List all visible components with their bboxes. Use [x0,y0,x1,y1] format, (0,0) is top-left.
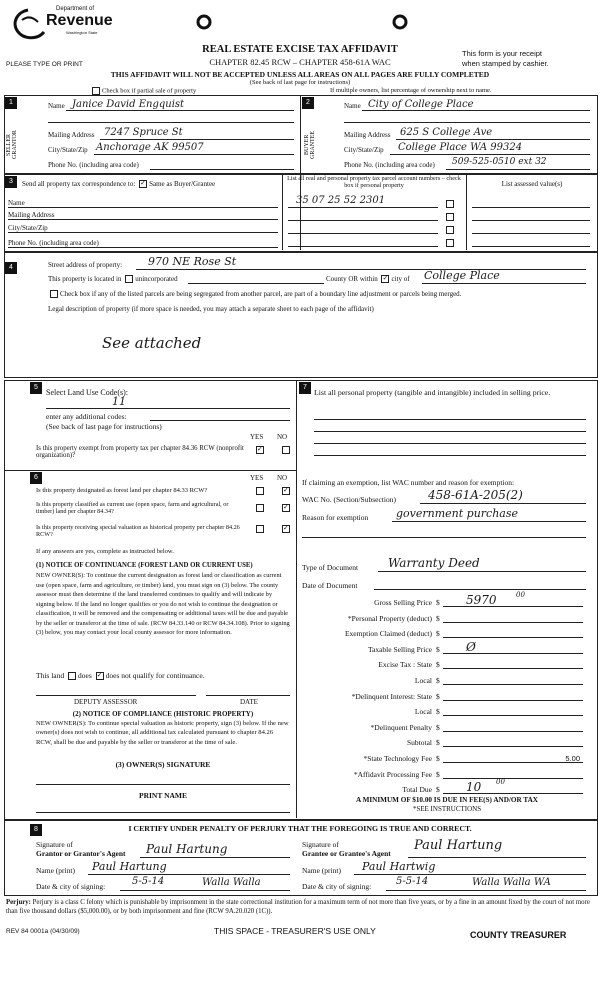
sec3-name-label: Name [8,199,25,207]
form-number: REV 84 0001a (04/30/09) [6,928,80,935]
city-of-name[interactable]: College Place [424,269,500,282]
land-use-label: Select Land Use Code(s): [46,388,128,397]
wac-number[interactable]: 458-61A-205(2) [428,488,523,502]
dollar-sign: $ [436,691,440,701]
print-name-label: PRINT NAME [139,791,187,800]
partial-sale-checkbox[interactable] [92,87,100,95]
grantor-mail-label: Mailing Address [48,131,95,139]
grantor-sign-date[interactable]: 5-5-14 [132,876,165,887]
grantee-agent-label: Grantee or Grantee's Agent [302,849,391,858]
grantee-city-state-zip[interactable]: College Place WA 99324 [398,142,523,153]
grantee-date-city-label: Date & city of signing: [302,882,372,891]
dollar-sign: $ [436,613,440,623]
dollar-sign: $ [436,644,440,654]
land-use-see-back: (See back of last page for instructions) [46,422,162,431]
section-5-badge: 5 [30,382,42,394]
grantee-mailing-address[interactable]: 625 S College Ave [400,127,493,138]
legal-description[interactable]: See attached [102,334,202,352]
grantor-phone-label: Phone No. (including area code) [48,161,139,169]
see-instructions: *SEE INSTRUCTIONS [412,805,482,813]
logo-name: Revenue [46,12,113,29]
completion-warning: THIS AFFIDAVIT WILL NOT BE ACCEPTED UNLESS ALL AREAS ON ALL PAGES ARE FULLY COMPLETED [110,70,490,79]
grantor-city-label: City/State/Zip [48,146,88,154]
fee-row-label: Local [414,707,432,717]
send-correspondence-label: Send all property tax correspondence to: ✓ Same as Buyer/Grantee [22,180,215,188]
personal-property-label: List all personal property (tangible and intangible) included in selling price. [314,388,551,397]
legal-description-label: Legal description of property (if more space is needed, you may attach a separate sheet to each page of the affidavit) [48,305,374,313]
personal-property-checkbox[interactable] [446,239,454,247]
forest-land-question: Is this property designated as forest land per chapter 84.33 RCW? [36,487,208,494]
personal-property-checkbox[interactable] [446,226,454,234]
exempt-yes-checkbox[interactable] [256,446,264,454]
fee-row-label: Local [414,676,432,685]
grantor-name-label: Name [48,102,65,110]
grantor-signature[interactable]: Paul Hartung [146,842,228,856]
property-location-row: This property is located in unincorporated [48,275,178,283]
assessor-date-label: DATE [240,698,258,706]
sec3-phone-label: Phone No. (including area code) [8,239,99,247]
no-header: NO [277,433,288,441]
historic-no-checkbox[interactable] [282,525,290,533]
treasurer-use-note: THIS SPACE - TREASURER'S USE ONLY [214,926,376,936]
land-use-code[interactable]: 11 [112,395,126,408]
fee-row-value[interactable]: Ø [466,639,476,654]
multiple-owners-note: If multiple owners, list percentage of ownership next to name. [330,87,492,94]
current-use-no-checkbox[interactable] [282,504,290,512]
grantor-sig-label: Signature of [36,840,73,849]
fee-row-value[interactable]: 5.00 [565,754,580,763]
grantee-sign-date[interactable]: 5-5-14 [396,876,429,887]
fee-row-label: Excise Tax : State [378,660,432,670]
minimum-fee-note: A MINIMUM OF $10.00 IS DUE IN FEE(S) AND/OR TAX [356,796,538,804]
grantor-print-label: Name (print) [36,866,75,875]
notice-continuance-title: (1) NOTICE OF CONTINUANCE (FOREST LAND OR CURRENT USE) [36,562,253,569]
same-as-grantee-checkbox[interactable] [139,180,147,188]
grantee-print-label: Name (print) [302,866,341,875]
personal-property-checkbox[interactable] [446,213,454,221]
fee-row-label: *State Technology Fee [363,754,432,763]
additional-codes-label: enter any additional codes: [46,412,127,421]
does-checkbox[interactable] [68,672,76,680]
punch-hole-icon [392,14,408,30]
yes-header-6: YES [250,474,264,482]
sec3-mail-label: Mailing Address [8,211,55,219]
grantor-date-city-label: Date & city of signing: [36,882,106,891]
grantor-name[interactable]: Janice David Engquist [72,99,185,110]
county-treasurer-stamp: COUNTY TREASURER [470,930,567,940]
city-of-checkbox[interactable] [381,275,389,283]
certify-statement: I CERTIFY UNDER PENALTY OF PERJURY THAT THE FOREGOING IS TRUE AND CORRECT. [128,824,472,833]
segregated-row: Check box if any of the listed parcels are being segregated from another parcel, are part of a boundary line adjustment or parcels being merged. [48,290,461,298]
fee-row-label: Exemption Claimed (deduct) [344,629,432,639]
notice-compliance-text: NEW OWNER(S): To continue special valuation as historic property, sign (3) below. If the new owner(s) does not wish to continue, all additional tax calculated pursuant to chapter 84.26 RCW, shall be due and payable by the seller or transferor at the time of sale. [36,720,289,746]
dollar-sign: $ [436,738,440,748]
doc-type-label: Type of Document [302,563,359,572]
grantee-printed-name[interactable]: Paul Hartwig [362,860,436,873]
unincorporated-checkbox[interactable] [125,275,133,283]
section-7-badge: 7 [299,382,311,394]
grantee-phone-label: Phone No. (including area code) [344,161,435,169]
dollar-sign: $ [436,754,440,763]
perjury-statement: Perjury: Perjury is a class C felony which is punishable by imprisonment in the state correctional institution for a maximum term of not more than five years, or by a fine in an amount fixed by the court of not more than five thousand dollars ($5,000.00), or by both imprisonment and fine (RCW 9A.20.020 (1C)). [6,899,590,915]
fee-row-label: *Delinquent Interest: State [351,691,432,701]
fee-row-label: *Delinquent Penalty [370,722,432,732]
street-address-label: Street address of property: [48,261,123,269]
receipt-note-2: when stamped by cashier. [462,59,549,68]
does-not-checkbox[interactable] [96,672,104,680]
current-use-question: Is this property classified as current use (open space, farm and agricultural, or timber) land per chapter 84.34? [36,501,229,515]
document-type[interactable]: Warranty Deed [388,556,480,570]
fee-row-value[interactable]: 5970 [466,593,497,607]
dollar-sign: $ [436,722,440,732]
dollar-sign: $ [436,785,440,795]
sec3-city-label: City/State/Zip [8,224,48,232]
grantee-name[interactable]: City of College Place [368,99,474,110]
punch-hole-icon [196,14,212,30]
forest-no-checkbox[interactable] [282,487,290,495]
grantor-agent-label: Grantor or Grantor's Agent [36,849,126,858]
grantor-city-state-zip[interactable]: Anchorage AK 99507 [96,142,204,153]
dollar-sign: $ [436,660,440,670]
cents-value[interactable]: 00 [516,591,525,599]
section-1-badge: 1 [5,97,17,109]
fee-row-label: Subtotal [406,738,432,748]
forest-yes-checkbox[interactable] [256,487,264,495]
logo [8,4,113,44]
yes-header: YES [250,433,264,441]
dollar-sign: $ [436,707,440,717]
fee-row-label: Total Due [402,785,432,795]
exempt-no-checkbox[interactable] [282,446,290,454]
receipt-note: This form is your receipt [462,49,543,58]
type-print: PLEASE TYPE OR PRINT [6,61,83,68]
grantor-side-label: SELLER GRANTOR [6,130,18,160]
owner-signature-label: (3) OWNER(S) SIGNATURE [115,760,211,769]
form-title: REAL ESTATE EXCISE TAX AFFIDAVIT [202,44,398,55]
doc-date-label: Date of Document [302,581,358,590]
dollar-sign: $ [436,676,440,685]
section-3-badge: 3 [5,176,17,188]
deputy-assessor-label: DEPUTY ASSESSOR [74,698,138,706]
fee-row-label: Taxable Selling Price [367,644,432,654]
cents-value[interactable]: 00 [496,778,505,787]
section-6-badge: 6 [30,472,42,484]
current-use-yes-checkbox[interactable] [256,504,264,512]
reason-label: Reason for exemption [302,513,369,522]
grantee-city-label: City/State/Zip [344,146,384,154]
logo-state: Washington State [66,30,98,35]
section-4-box [4,252,598,378]
grantor-printed-name[interactable]: Paul Hartung [92,860,167,873]
see-back-note: (See back of last page for instructions) [249,79,351,86]
no-header-6: NO [277,474,288,482]
historic-question: Is this property receiving special valuation as historical property per chapter 84.26 RCW? [36,524,240,538]
grantee-side-label: BUYER GRANTEE [304,131,316,159]
grantee-name-label: Name [344,102,361,110]
revenue-logo-icon [8,6,48,42]
notice-continuance-text: NEW OWNER(S): To continue the current designation as forest land or classification as current use (open space, farm and agriculture, or timber) land, you must sign on (3) below. The county assessor must then determine if the land transferred continues to qualify and will indicate by signing below. If the land no longer qualifies or you do not wish to continue the designation or classification, it will be removed and the compensating or additional taxes will be due and payable by the seller or transferor at the time of sale. (RCW 84.33.140 or RCW 84.34.108). Prior to signing (3) below, you may contact your local county assessor for more information. [36,572,290,636]
parcel-number[interactable]: 35 07 25 52 2301 [296,195,386,206]
if-yes-note: If any answers are yes, complete as instructed below. [36,548,174,555]
personal-property-checkbox[interactable] [446,200,454,208]
exempt-question: Is this property exempt from property tax per chapter 84.36 RCW (nonprofit organization)? [36,445,244,459]
section-8-badge: 8 [30,824,42,836]
grantee-sign-city[interactable]: Walla Walla WA [472,877,551,888]
grantor-sign-city[interactable]: Walla Walla [202,877,261,888]
grantee-sig-label: Signature of [302,840,339,849]
notice-compliance-title: (2) NOTICE OF COMPLIANCE (HISTORIC PROPERTY) [72,710,254,718]
section-4-badge: 4 [5,262,17,274]
partial-sale-checkbox-row[interactable]: Check box if partial sale of property [90,87,196,95]
form-chapter: CHAPTER 82.45 RCW – CHAPTER 458-61A WAC [209,57,391,67]
exemption-reason[interactable]: government purchase [396,507,519,520]
exemption-claim-label: If claiming an exemption, list WAC number and reason for exemption: [302,478,515,487]
historic-yes-checkbox[interactable] [256,525,264,533]
segregated-checkbox[interactable] [50,290,58,298]
dollar-sign: $ [436,629,440,639]
street-address[interactable]: 970 NE Rose St [148,255,237,268]
parcel-list-header: List all real and personal property tax parcel account numbers – check box if personal property [287,175,461,189]
logo-dept: Department of [56,6,95,12]
grantor-mailing-address[interactable]: 7247 Spruce St [104,127,183,138]
grantee-mail-label: Mailing Address [344,131,391,139]
assessed-value-header: List assessed value(s) [501,180,563,188]
wac-label: WAC No. (Section/Subsection) [302,495,396,504]
grantee-phone[interactable]: 509-525-0510 ext 32 [452,157,547,167]
grantee-signature[interactable]: Paul Hartung [414,838,503,853]
dollar-sign: $ [436,769,440,779]
fee-row-label: *Affidavit Processing Fee [353,769,432,779]
fee-row-label: Gross Selling Price [374,598,432,607]
county-within-label: County OR within ✓ city of [326,275,410,283]
dollar-sign: $ [436,598,440,607]
fee-row-label: *Personal Property (deduct) [347,613,432,623]
land-continuance-row: This land does ✓ does not qualify for continuance. [36,671,205,680]
fee-row-value[interactable]: 10 [466,780,482,795]
section-2-badge: 2 [302,97,314,109]
